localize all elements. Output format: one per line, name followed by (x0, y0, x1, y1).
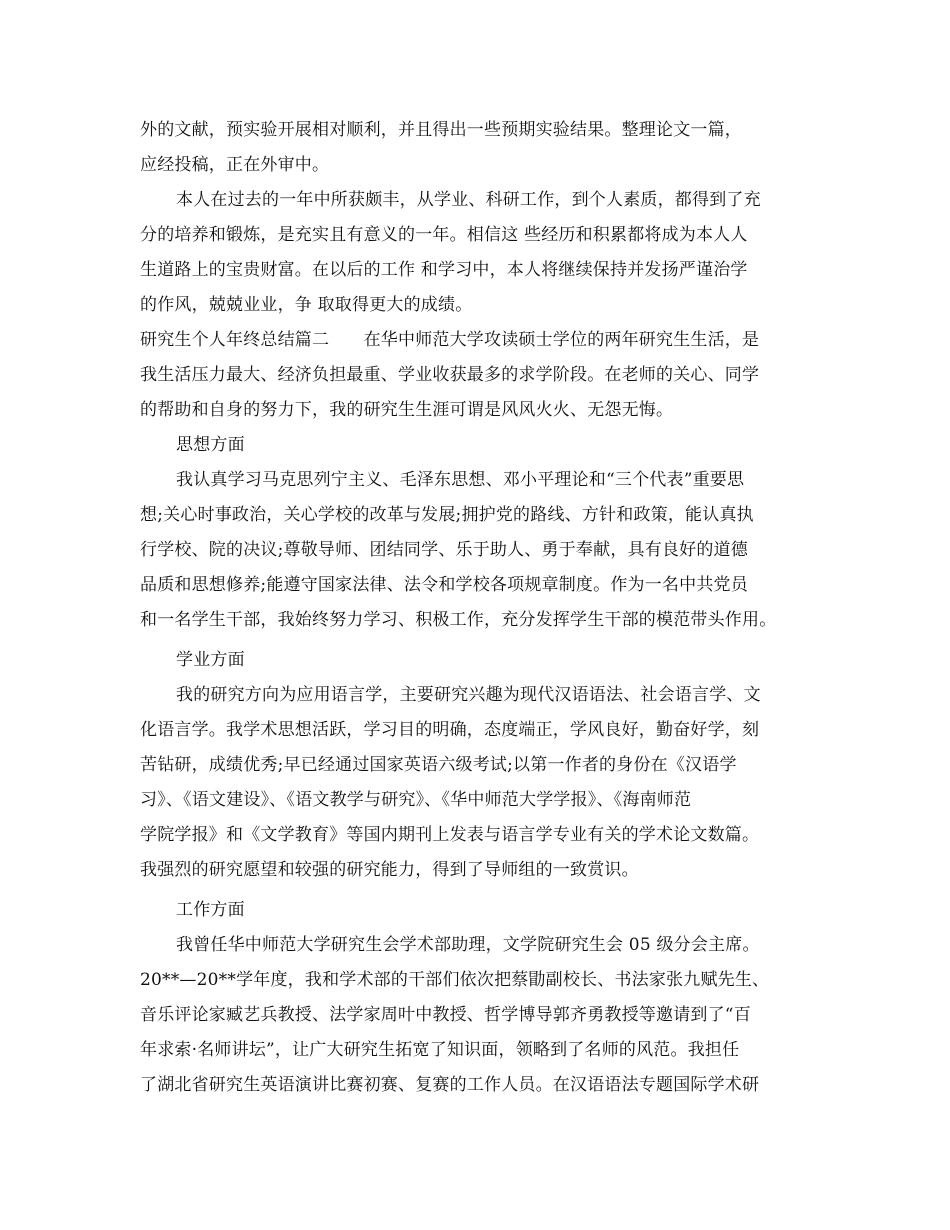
subheading-work: 工作方面 (176, 900, 245, 920)
text-line: 苦钻研，成绩优秀;早已经通过国家英语六级考试;以第一作者的身份在《汉语学 (140, 755, 737, 775)
text-line: 分的培养和锻炼，是充实且有意义的一年。相信这 些经历和积累都将成为本人人 (140, 225, 748, 245)
text-line: 20**—20**学年度，我和学术部的干部们依次把蔡勖副校长、书法家张九赋先生、 (140, 970, 770, 990)
text-line: 行学校、院的决议;尊敬导师、团结同学、乐于助人、勇于奉献，具有良好的道德 (140, 540, 748, 560)
text-line: 的作风，兢兢业业，争 取取得更大的成绩。 (140, 295, 473, 315)
text-line: 音乐评论家臧艺兵教授、法学家周叶中教授、哲学博导郭齐勇教授等邀请到了“百 (140, 1005, 751, 1025)
subheading-study: 学业方面 (176, 650, 245, 670)
text-line: 和一名学生干部，我始终努力学习、积极工作，充分发挥学生干部的模范带头作用。 (140, 610, 777, 630)
paragraph-start: 我的研究方向为应用语言学，主要研究兴趣为现代汉语语法、社会语言学、文 (176, 685, 761, 705)
text-line: 我强烈的研究愿望和较强的研究能力，得到了导师组的一致赏识。 (140, 860, 639, 880)
paragraph-start: 我认真学习马克思列宁主义、毛泽东思想、邓小平理论和“三个代表”重要思 (176, 470, 745, 490)
text-line: 年求索·名师讲坛”，让广大研究生拓宽了知识面，领略到了名师的风范。我担任 (140, 1040, 740, 1060)
text-line: 的帮助和自身的努力下，我的研究生生涯可谓是风风火火、无怨无悔。 (140, 400, 674, 420)
text-line: 外的文献，预实验开展相对顺利，并且得出一些预期实验结果。整理论文一篇， (140, 120, 742, 140)
text-line: 习》、《语文建设》、《语文教学与研究》、《华中师范大学学报》、《海南师范 (140, 790, 692, 810)
text-line: 想;关心时事政治，关心学校的改革与发展;拥护党的路线、方针和政策，能认真执 (140, 505, 754, 525)
text-line: 生道路上的宝贵财富。在以后的工作 和学习中，本人将继续保持并发扬严谨治学 (140, 260, 748, 280)
text-line: 品质和思想修养;能遵守国家法律、法令和学校各项规章制度。作为一名中共党员 (140, 575, 748, 595)
subheading-thought: 思想方面 (176, 435, 245, 455)
text-line: 学院学报》和《文学教育》等国内期刊上发表与语言学专业有关的学术论文数篇。 (140, 825, 760, 845)
section-title-line: 研究生个人年终总结篇二 在华中师范大学攻读硕士学位的两年研究生生活，是 (140, 330, 760, 350)
text-line: 了湖北省研究生英语演讲比赛初赛、复赛的工作人员。在汉语语法专题国际学术研 (140, 1075, 760, 1095)
text-line: 我生活压力最大、经济负担最重、学业收获最多的求学阶段。在老师的关心、同学 (140, 365, 760, 385)
text-line: 应经投稿，正在外审中。 (140, 155, 330, 175)
paragraph-start: 本人在过去的一年中所获颇丰，从学业、科研工作，到个人素质，都得到了充 (176, 190, 761, 210)
text-line: 化语言学。我学术思想活跃，学习目的明确，态度端正，学风良好，勤奋好学，刻 (140, 720, 760, 740)
paragraph-start: 我曾任华中师范大学研究生会学术部助理，文学院研究生会 05 级分会主席。 (176, 935, 760, 955)
